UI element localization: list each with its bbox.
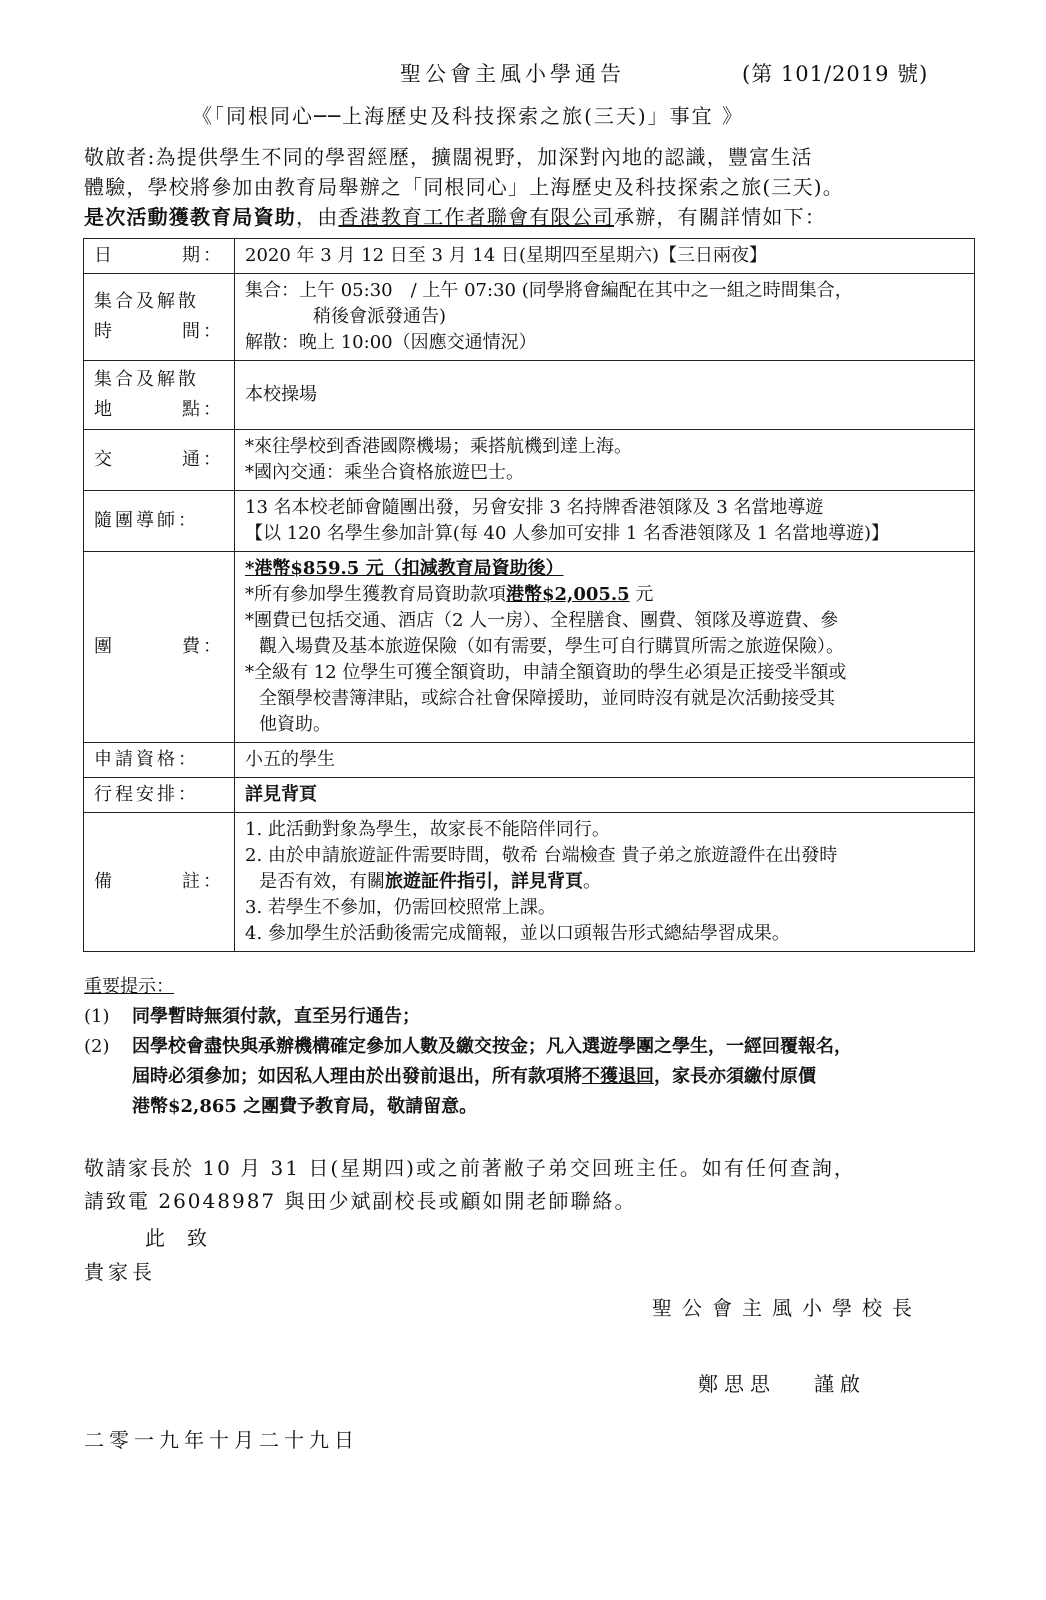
intro-paragraph — [84, 142, 984, 232]
notice-item-2-line-2 — [132, 1062, 984, 1092]
intro-by: ，由 — [296, 205, 339, 229]
assembly-time-line-3: 解散：晚上 10:00（因應交通情況） — [245, 332, 537, 353]
closing-line-1: 敬請家長於 10 月 31 日(星期四)或之前著敝子弟交回班主任。如有任何查詢， — [84, 1156, 856, 1180]
notice-item-2-line-3: 港幣$2,865 之團費予教育局，敬請留意。 — [132, 1096, 478, 1117]
label-transport-b: 通： — [182, 449, 224, 470]
important-notice — [84, 972, 984, 1122]
label-assembly-place-1: 集合及解散 — [94, 369, 199, 390]
fee-line-7: 他資助。 — [259, 714, 331, 735]
intro-line-1: 敬啟者:為提供學生不同的學習經歷，擴闊視野，加深對內地的認識，豐富生活 — [84, 145, 813, 169]
label-date-b: 期： — [182, 245, 224, 266]
transport-line-2: *國內交通：乘坐合資格旅遊巴士。 — [245, 462, 524, 483]
notice-item-2-num: (2) — [84, 1036, 110, 1057]
school-notice-title: 聖公會主風小學通告 — [400, 62, 625, 86]
label-assembly-time-2a: 時 — [94, 321, 115, 342]
label-date — [84, 239, 235, 274]
details-table — [83, 238, 975, 952]
tutor-line-2: 【以 120 名學生參加計算(每 40 人參加可安排 1 名香港領隊及 1 名當地導遊)】 — [245, 523, 889, 544]
principal-name: 鄭思思 — [698, 1372, 776, 1396]
intro-line-3 — [84, 202, 984, 232]
assembly-time-line-1: 集合：上午 05:30 / 上午 07:30 (同學將會編配在其中之一組之時間集合， — [245, 280, 853, 301]
fee-line-1: *港幣$859.5 元（扣減教育局資助後） — [245, 558, 564, 579]
fee-line-5: *全級有 12 位學生可獲全額資助，申請全額資助的學生必須是正接受半額或 — [245, 662, 847, 683]
intro-organizer: 香港教育工作者聯會有限公司 — [338, 205, 615, 229]
notice-date: 二零一九年十月二十九日 — [84, 1428, 359, 1452]
label-remarks-b: 註： — [182, 871, 224, 892]
closing-paragraph — [84, 1152, 984, 1218]
notice-item-2-text — [132, 1032, 984, 1122]
value-remarks — [235, 813, 975, 952]
fee-line-3: *團費已包括交通、酒店（2 人一房）、全程膳食、團費、領隊及導遊費、參 — [245, 610, 839, 631]
notice-no-refund: 不獲退回 — [582, 1066, 654, 1087]
notice-item-2 — [84, 1032, 984, 1122]
label-assembly-place-2b: 點： — [182, 399, 224, 420]
label-transport — [84, 430, 235, 491]
value-assembly-time — [235, 274, 975, 361]
remark-2-cont — [245, 869, 964, 895]
label-transport-a: 交 — [94, 449, 115, 470]
value-fee — [235, 552, 975, 743]
remark-2-cont-pre: 是否有效，有關 — [259, 871, 385, 892]
salutation-parents: 貴家長 — [84, 1260, 156, 1284]
label-assembly-place-2a: 地 — [94, 399, 115, 420]
signature-respect: 謹啟 — [814, 1372, 866, 1396]
value-assembly-place: 本校操場 — [235, 361, 975, 430]
remark-4: 4. 參加學生於活動後需完成簡報，並以口頭報告形式總結學習成果。 — [245, 923, 790, 944]
important-notice-title: 重要提示： — [84, 976, 174, 997]
row-assembly-time — [84, 274, 975, 361]
fee-line-2 — [245, 582, 964, 608]
signature-title: 聖公會主風小學校長 — [652, 1296, 922, 1320]
value-transport — [235, 430, 975, 491]
label-fee-a: 團 — [94, 636, 115, 657]
row-assembly-place — [84, 361, 975, 430]
notice-number: (第 101/2019 號) — [742, 62, 929, 86]
row-eligibility — [84, 743, 975, 778]
label-schedule: 行程安排： — [84, 778, 235, 813]
fee-line-4: 觀入場費及基本旅遊保險（如有需要，學生可自行購買所需之旅遊保險）。 — [259, 636, 844, 657]
remark-2-cont-post: 。 — [583, 871, 601, 892]
notice-item-1 — [84, 1002, 984, 1032]
transport-line-1: *來往學校到香港國際機場；乘搭航機到達上海。 — [245, 436, 632, 457]
intro-funded: 是次活動獲教育局資助 — [84, 205, 296, 229]
tutor-line-1: 13 名本校老師會隨團出發，另會安排 3 名持牌香港領隊及 3 名當地導遊 — [245, 497, 824, 518]
label-tutor: 隨團導師： — [84, 491, 235, 552]
notice-subject: 《「同根同心──上海歷史及科技探索之旅(三天)」事宜 》 — [192, 104, 745, 128]
value-date: 2020 年 3 月 12 日至 3 月 14 日(星期四至星期六)【三日兩夜】 — [235, 239, 975, 274]
value-tutor — [235, 491, 975, 552]
label-remarks-a: 備 — [94, 871, 115, 892]
notice-item-2-line-2-post: ，家長亦須繳付原價 — [654, 1066, 816, 1087]
row-transport — [84, 430, 975, 491]
label-assembly-time-2b: 間： — [182, 321, 224, 342]
label-assembly-time — [84, 274, 235, 361]
assembly-time-line-2: 稍後會派發通告) — [313, 306, 447, 327]
label-assembly-place — [84, 361, 235, 430]
intro-details: 承辦，有關詳情如下： — [614, 205, 827, 229]
row-remarks — [84, 813, 975, 952]
notice-item-2-line-2-pre: 屆時必須參加；如因私人理由於出發前退出，所有款項將 — [132, 1066, 582, 1087]
label-fee-b: 費： — [182, 636, 224, 657]
label-date-a: 日 — [94, 245, 115, 266]
row-fee — [84, 552, 975, 743]
value-schedule: 詳見背頁 — [235, 778, 975, 813]
notice-item-1-text: 同學暫時無須付款，直至另行通告； — [132, 1006, 420, 1027]
fee-subsidy-amount: 港幣$2,005.5 — [506, 584, 630, 605]
label-remarks — [84, 813, 235, 952]
row-tutor — [84, 491, 975, 552]
fee-line-2-pre: *所有參加學生獲教育局資助款項 — [245, 584, 506, 605]
remark-2-guide: 旅遊証件指引，詳見背頁 — [385, 871, 583, 892]
remark-1: 1. 此活動對象為學生，故家長不能陪伴同行。 — [245, 819, 610, 840]
value-eligibility: 小五的學生 — [235, 743, 975, 778]
row-schedule — [84, 778, 975, 813]
fee-line-2-post: 元 — [629, 584, 654, 605]
signature-name — [698, 1368, 866, 1397]
label-fee — [84, 552, 235, 743]
label-eligibility: 申請資格： — [84, 743, 235, 778]
salutation-cizhi: 此致 — [145, 1226, 229, 1250]
remark-2: 2. 由於申請旅遊証件需要時間，敬希 台端檢查 貴子弟之旅遊證件在出發時 — [245, 845, 838, 866]
notice-item-2-line-1: 因學校會盡快與承辦機構確定參加人數及繳交按金；凡入選遊學團之學生，一經回覆報名， — [132, 1036, 852, 1057]
intro-line-2: 體驗，學校將參加由教育局舉辦之「同根同心」上海歷史及科技探索之旅(三天)。 — [84, 175, 845, 199]
row-date — [84, 239, 975, 274]
fee-line-6: 全額學校書簿津貼，或綜合社會保障援助，並同時沒有就是次活動接受其 — [259, 688, 835, 709]
closing-line-2: 請致電 26048987 與田少斌副校長或顧如開老師聯絡。 — [84, 1189, 637, 1213]
notice-item-1-num: (1) — [84, 1006, 110, 1027]
label-assembly-time-1: 集合及解散 — [94, 291, 199, 312]
remark-3: 3. 若學生不參加，仍需回校照常上課。 — [245, 897, 556, 918]
